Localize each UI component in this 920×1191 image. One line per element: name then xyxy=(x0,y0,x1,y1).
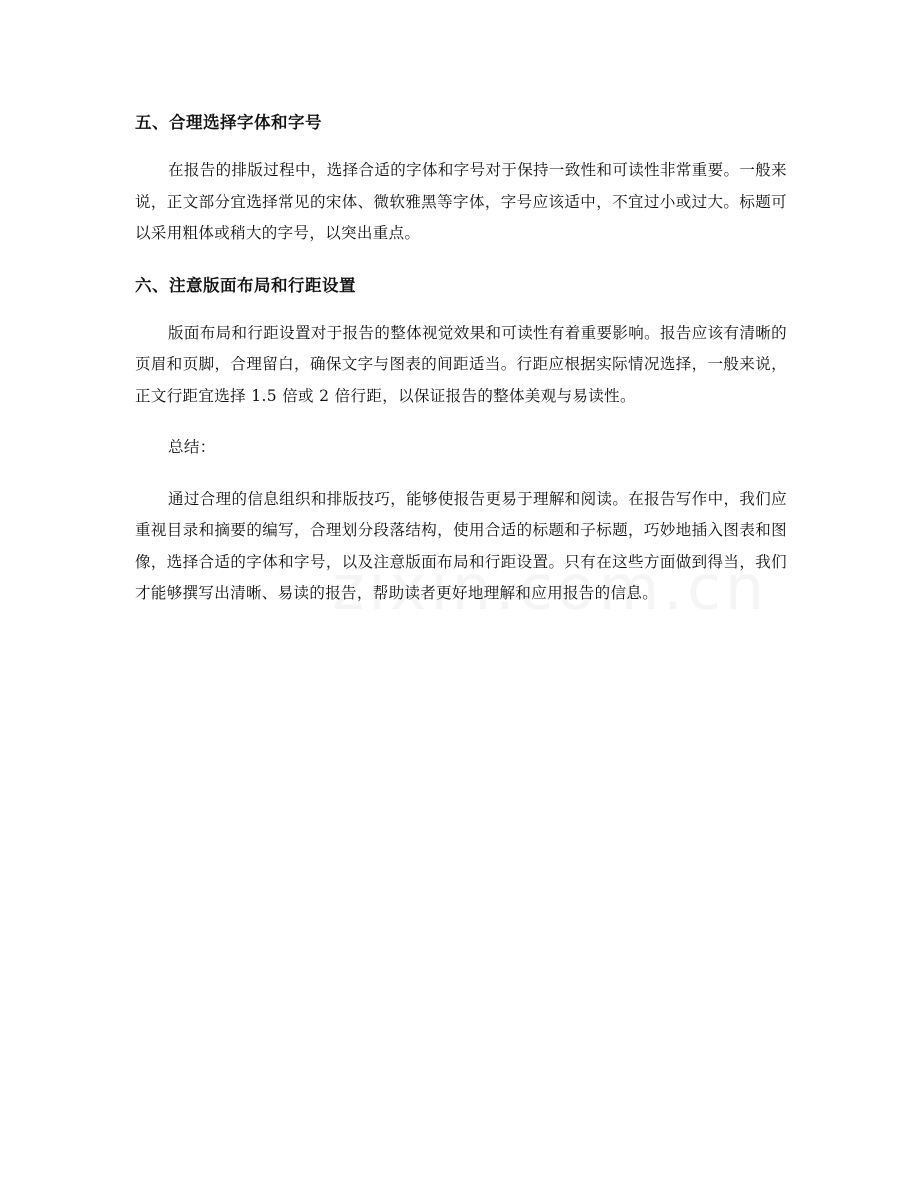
document-content xyxy=(135,107,787,610)
section-paragraph-5: 在报告的排版过程中，选择合适的字体和字号对于保持一致性和可读性非常重要。一般来说，正文部分宜选择常见的宋体、微软雅黑等字体，字号应该适中，不宜过小或过大。标题可以采用粗体或稍大的字号，以突出重点。 xyxy=(135,161,787,242)
summary-paragraph: 通过合理的信息组织和排版技巧，能够使报告更易于理解和阅读。在报告写作中，我们应重视目录和摘要的编写，合理划分段落结构，使用合适的标题和子标题，巧妙地插入图表和图像，选择合适的字体和字号，以及注意版面布局和行距设置。只有在这些方面做到得当，我们才能够撰写出清晰、易读的报告，帮助读者更好地理解和应用报告的信息。 xyxy=(135,489,787,602)
section-paragraph-6: 版面布局和行距设置对于报告的整体视觉效果和可读性有着重要影响。报告应该有清晰的页眉和页脚，合理留白，确保文字与图表的间距适当。行距应根据实际情况选择，一般来说，正文行距宜选择 1.5 倍或 2 倍行距，以保证报告的整体美观与易读性。 xyxy=(135,323,787,405)
section-heading-5: 五、合理选择字体和字号 xyxy=(135,113,322,132)
summary-label: 总结： xyxy=(168,438,216,456)
section-heading-6: 六、注意版面布局和行距设置 xyxy=(135,275,356,295)
